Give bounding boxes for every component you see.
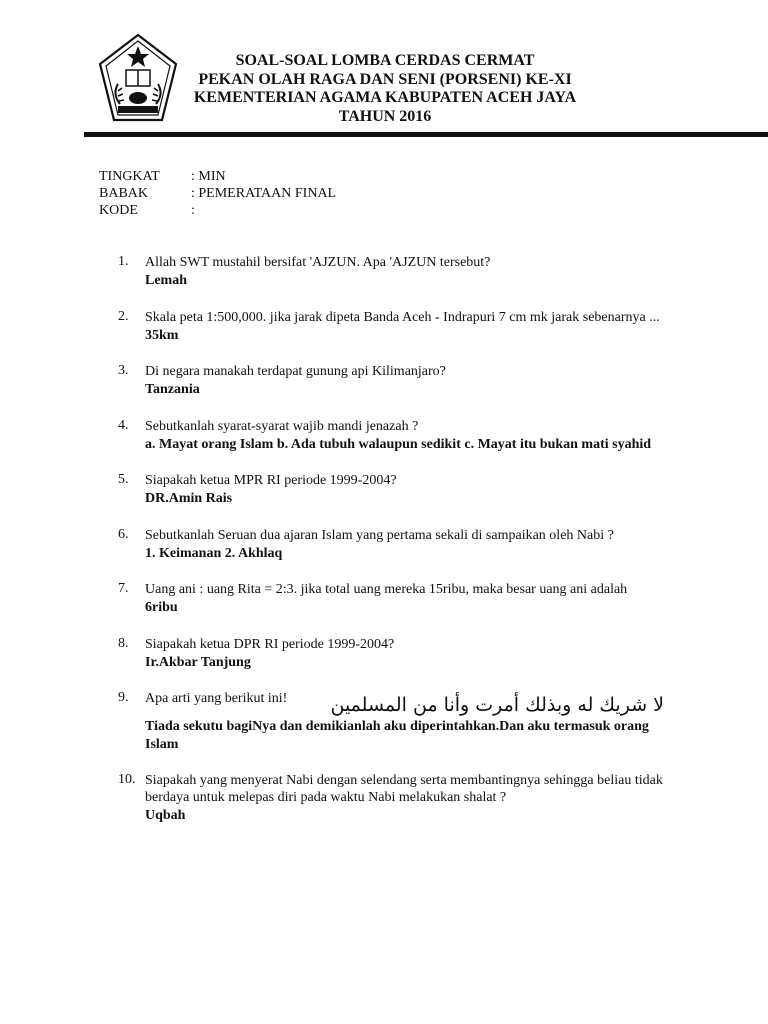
meta-info (99, 168, 336, 219)
question-item (118, 772, 678, 825)
question-number: 9. (118, 690, 129, 705)
question-text: Apa arti yang berikut ini! (145, 691, 288, 706)
question-number: 5. (118, 472, 129, 487)
question-item (118, 636, 678, 672)
meta-key: KODE (99, 203, 138, 218)
question-text: Uang ani : uang Rita = 2:3. jika total uang mereka 15ribu, maka besar uang ani adalah (145, 582, 628, 597)
question-list (118, 254, 678, 825)
question-answer: DR.Amin Rais (145, 491, 233, 506)
header-organizer: KEMENTERIAN AGAMA KABUPATEN ACEH JAYA (193, 89, 577, 106)
question-text: Sebutkanlah syarat-syarat wajib mandi jenazah ? (145, 418, 419, 434)
meta-value: : PEMERATAAN FINAL (191, 186, 337, 201)
header-title: SOAL-SOAL LOMBA CERDAS CERMAT (235, 52, 535, 69)
question-answer: 6ribu (145, 600, 178, 615)
header-event: PEKAN OLAH RAGA DAN SENI (PORSENI) KE-XI (198, 70, 572, 88)
question-answer: Ir.Akbar Tanjung (145, 654, 251, 670)
question-text: Siapakah ketua MPR RI periode 1999-2004? (145, 473, 397, 488)
question-number: 3. (118, 363, 129, 378)
question-item (118, 363, 678, 399)
question-text: Allah SWT mustahil bersifat 'AJZUN. Apa 'AJZUN tersebut? (145, 255, 491, 270)
arabic-verse: لا شريك له وبذلك أمرت وأنا من المسلمين (330, 694, 664, 716)
question-answer: 35km (145, 327, 179, 343)
meta-row-tingkat (99, 168, 336, 185)
meta-row-babak (99, 185, 336, 202)
question-item (118, 254, 678, 290)
header-year: TAHUN 2016 (338, 107, 432, 125)
meta-row-kode (99, 202, 336, 219)
question-answer: Uqbah (145, 808, 186, 823)
question-item (118, 527, 678, 563)
question-item (118, 690, 678, 753)
question-number: 1. (118, 254, 129, 269)
question-number: 10. (118, 772, 136, 787)
question-number: 7. (118, 581, 129, 596)
question-answer: 1. Keimanan 2. Akhlaq (145, 545, 283, 561)
header-divider (84, 132, 768, 137)
question-answer: Lemah (145, 273, 187, 288)
question-text: Di negara manakah terdapat gunung api Kilimanjaro? (145, 364, 446, 379)
question-number: 8. (118, 635, 129, 651)
question-number: 4. (118, 417, 129, 433)
question-item (118, 472, 678, 508)
question-text: Sebutkanlah Seruan dua ajaran Islam yang pertama sekali di sampaikan oleh Nabi ? (145, 527, 614, 543)
meta-key: BABAK (99, 186, 149, 201)
document-header (150, 52, 620, 126)
question-item (118, 418, 678, 454)
question-text: Siapakah ketua DPR RI periode 1999-2004? (145, 636, 395, 652)
question-number: 6. (118, 526, 129, 542)
question-answer: Tanzania (145, 382, 200, 397)
question-text: Siapakah yang menyerat Nabi dengan selendang serta membantingnya sehingga beliau tidak berdaya untuk melepas diri pada waktu Nabi melakukan shalat ? (145, 773, 663, 805)
question-number: 2. (118, 308, 129, 324)
question-text: Skala peta 1:500,000. jika jarak dipeta Banda Aceh - Indrapuri 7 cm mk jarak sebenarnya ... (145, 309, 660, 325)
question-item (118, 309, 678, 345)
question-item (118, 581, 678, 617)
question-answer: a. Mayat orang Islam b. Ada tubuh walaupun sedikit c. Mayat itu bukan mati syahid (145, 436, 652, 452)
meta-value: : MIN (191, 169, 226, 184)
question-answer: Tiada sekutu bagiNya dan demikianlah aku diperintahkan.Dan aku termasuk orang Islam (145, 719, 649, 752)
meta-value: : (191, 203, 195, 218)
meta-key: TINGKAT (99, 169, 160, 184)
